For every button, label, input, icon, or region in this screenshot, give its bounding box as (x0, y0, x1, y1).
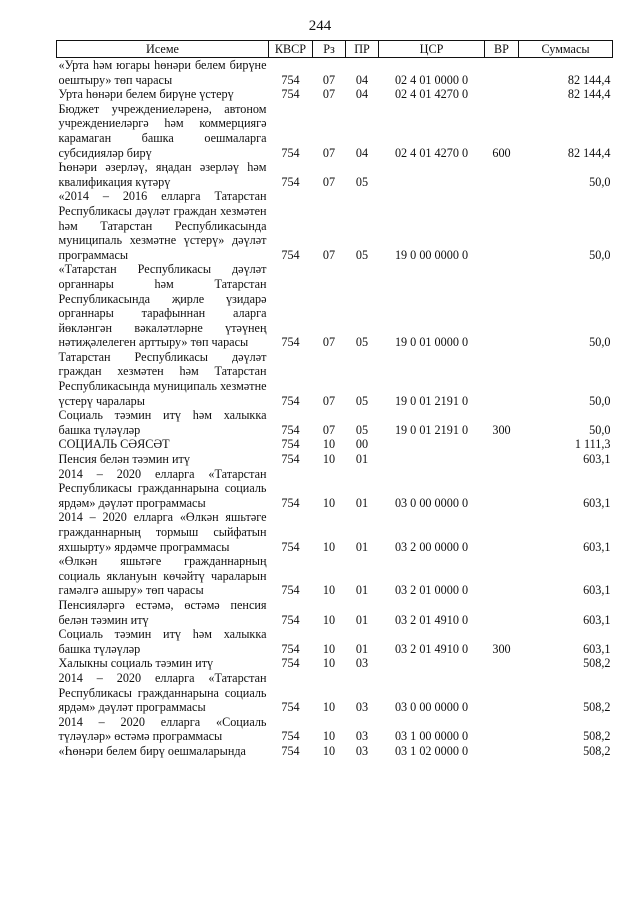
row-kvsr: 754 (281, 174, 300, 189)
row-sum: 603,1 (583, 452, 611, 467)
row-pr: 01 (355, 641, 369, 656)
table-row (57, 715, 613, 744)
row-pr: 01 (355, 452, 369, 467)
row-vr (485, 350, 519, 408)
table-row (57, 510, 613, 554)
row-sum: 50,0 (589, 247, 611, 262)
row-rz: 07 (322, 422, 336, 437)
table-row (57, 160, 613, 189)
row-pr: 03 (355, 743, 369, 758)
row-pr: 03 (355, 656, 369, 671)
row-rz: 10 (322, 539, 336, 554)
table-row (57, 102, 613, 160)
row-pr: 03 (355, 729, 369, 744)
row-kvsr: 754 (281, 583, 300, 598)
row-kvsr: 754 (281, 743, 300, 758)
row-rz: 10 (322, 700, 336, 715)
row-rz: 07 (322, 145, 336, 160)
row-sum: 82 144,4 (567, 87, 611, 102)
table-row (57, 554, 613, 598)
row-name: 2014 – 2020 елларга «Өлкән яшьтәге гражданнарның тормыш сыйфатын яхшырту» ярдәмче программасы (58, 510, 267, 554)
row-sum: 82 144,4 (567, 72, 611, 87)
row-vr (485, 87, 519, 102)
row-csr: 19 0 01 2191 0 (394, 393, 469, 408)
table-row (57, 437, 613, 452)
row-csr (379, 656, 485, 671)
table-row (57, 627, 613, 656)
row-csr: 02 4 01 0000 0 (394, 72, 469, 87)
row-kvsr: 754 (281, 539, 300, 554)
row-kvsr: 754 (281, 335, 300, 350)
row-kvsr: 754 (281, 247, 300, 262)
row-vr (485, 189, 519, 262)
row-csr: 03 2 01 4910 0 (394, 641, 469, 656)
header-sum: Суммасы (519, 41, 613, 58)
table-row (57, 744, 613, 759)
row-sum: 50,0 (589, 174, 611, 189)
row-rz: 07 (322, 72, 336, 87)
row-vr (485, 510, 519, 554)
table-row (57, 87, 613, 102)
row-sum: 50,0 (589, 422, 611, 437)
row-vr (485, 160, 519, 189)
row-rz: 10 (322, 583, 336, 598)
table-row (57, 350, 613, 408)
table-row (57, 189, 613, 262)
row-sum: 508,2 (583, 656, 611, 671)
table-row (57, 656, 613, 671)
row-kvsr: 754 (281, 452, 300, 467)
row-kvsr: 754 (281, 72, 300, 87)
row-sum: 1 111,3 (574, 437, 611, 452)
table-body (57, 58, 613, 759)
row-name: Социаль тәэмин итү һәм халыкка башка түләүләр (58, 627, 267, 656)
row-vr (485, 598, 519, 627)
header-rz: Рз (313, 41, 346, 58)
row-csr: 03 0 00 0000 0 (394, 495, 469, 510)
row-kvsr: 754 (281, 729, 300, 744)
row-sum: 508,2 (583, 743, 611, 758)
row-csr: 03 2 01 4910 0 (394, 612, 469, 627)
table-row (57, 452, 613, 467)
row-rz: 07 (322, 174, 336, 189)
row-sum: 603,1 (583, 641, 611, 656)
header-vr: ВР (485, 41, 519, 58)
row-sum: 508,2 (583, 700, 611, 715)
row-pr: 05 (355, 247, 369, 262)
row-kvsr: 754 (281, 612, 300, 627)
row-sum: 603,1 (583, 612, 611, 627)
header-csr: ЦСР (379, 41, 485, 58)
row-rz: 10 (322, 437, 336, 452)
row-csr: 03 1 02 0000 0 (394, 743, 469, 758)
table-header-row (57, 41, 613, 58)
row-name: Урта һөнәри белем бирүне үстерү (58, 87, 234, 102)
row-vr: 600 (492, 145, 511, 160)
row-sum: 603,1 (583, 495, 611, 510)
row-kvsr: 754 (281, 656, 300, 671)
row-sum: 508,2 (583, 729, 611, 744)
row-name: Һөнәри әзерләү, яңадан әзерләү һәм квалификация күтәрү (58, 160, 267, 189)
row-pr: 04 (355, 87, 369, 102)
row-pr: 04 (355, 72, 369, 87)
row-rz: 10 (322, 743, 336, 758)
row-name: 2014 – 2020 елларга «Татарстан Республикасы гражданнарына социаль ярдәм» дәүләт программасы (58, 466, 267, 510)
row-vr: 300 (492, 641, 511, 656)
row-vr (485, 744, 519, 759)
row-kvsr: 754 (281, 495, 300, 510)
row-csr (379, 160, 485, 189)
row-pr: 03 (355, 700, 369, 715)
row-name: «2014 – 2016 елларга Татарстан Республикасы дәүләт граждан хезмәтен һәм Татарстан Республикасында муниципаль хезмәтне үстерү» дәүләт программасы (58, 189, 267, 262)
page-number: 244 (308, 18, 332, 34)
row-vr (485, 554, 519, 598)
row-pr: 04 (355, 145, 369, 160)
row-vr (485, 656, 519, 671)
row-name: Бюджет учреждениеләренә, автоном учреждениеләргә һәм коммерциягә карамаган башка оешмаларга субсидияләр бирү (58, 101, 267, 160)
header-pr: ПР (346, 41, 379, 58)
row-vr (485, 262, 519, 350)
row-csr (379, 437, 485, 452)
row-name: 2014 – 2020 елларга «Социаль түләүләр» өстәмә программасы (58, 714, 267, 744)
row-kvsr: 754 (281, 87, 300, 102)
row-sum: 50,0 (589, 335, 611, 350)
table-row (57, 467, 613, 511)
row-vr (485, 715, 519, 744)
table-row (57, 262, 613, 350)
row-vr (485, 671, 519, 715)
row-name: Социаль тәэмин итү һәм халыкка башка түләүләр (58, 408, 267, 437)
row-name: 2014 – 2020 елларга «Татарстан Республикасы гражданнарына социаль ярдәм» дәүләт программасы (58, 670, 267, 715)
row-name: «Татарстан Республикасы дәүләт органнары һәм Татарстан Республикасында җирле үзидарә органнары тарафыннан аларга йөкләнгән вәкаләтләрне үтәүнең нәтиҗәлелеген арттыру» төп чарасы (58, 262, 267, 350)
row-csr: 02 4 01 4270 0 (394, 145, 469, 160)
row-csr: 03 2 00 0000 0 (394, 539, 469, 554)
row-sum: 82 144,4 (567, 145, 611, 160)
row-rz: 07 (322, 87, 336, 102)
row-pr: 05 (355, 422, 369, 437)
row-vr (485, 58, 519, 88)
row-csr (379, 452, 485, 467)
row-pr: 05 (355, 174, 369, 189)
row-pr: 01 (355, 612, 369, 627)
table-row (57, 671, 613, 715)
row-vr: 300 (492, 422, 511, 437)
row-rz: 10 (322, 612, 336, 627)
row-vr (485, 452, 519, 467)
row-kvsr: 754 (281, 641, 300, 656)
row-rz: 10 (322, 452, 336, 467)
row-pr: 01 (355, 539, 369, 554)
row-name: Пенсия белән тәэмин итү (58, 452, 190, 467)
row-name: СОЦИАЛЬ СӘЯСӘТ (58, 437, 170, 452)
row-pr: 05 (355, 393, 369, 408)
row-rz: 07 (322, 335, 336, 350)
row-rz: 10 (322, 641, 336, 656)
row-kvsr: 754 (281, 437, 300, 452)
table-row (57, 58, 613, 88)
row-csr: 19 0 01 2191 0 (394, 422, 469, 437)
row-sum: 603,1 (583, 583, 611, 598)
row-name: Татарстан Республикасы дәүләт граждан хезмәтен һәм Татарстан Республикасында муниципаль хезмәтне үстерү чаралары (58, 349, 267, 408)
row-pr: 05 (355, 335, 369, 350)
row-kvsr: 754 (281, 145, 300, 160)
row-rz: 10 (322, 729, 336, 744)
row-name: «Һөнәри белем бирү оешмаларында (58, 743, 246, 758)
row-rz: 10 (322, 495, 336, 510)
row-rz: 07 (322, 393, 336, 408)
row-kvsr: 754 (281, 700, 300, 715)
table-row (57, 408, 613, 437)
row-rz: 10 (322, 656, 336, 671)
header-kvsr: КВСР (269, 41, 313, 58)
row-pr: 00 (355, 437, 369, 452)
row-kvsr: 754 (281, 393, 300, 408)
header-name: Исеме (57, 41, 269, 58)
row-pr: 01 (355, 583, 369, 598)
row-name: Пенсияләргә естәмә, өстәмә пенсия белән тәэмин итү (58, 597, 267, 627)
row-vr (485, 437, 519, 452)
row-pr: 01 (355, 495, 369, 510)
budget-table (56, 40, 613, 759)
row-name: «Өлкән яшьтәге гражданнарның социаль яклануын көчәйтү чараларын гамәлгә ашыру» төп чарасы (58, 554, 267, 598)
table-row (57, 598, 613, 627)
row-sum: 603,1 (583, 539, 611, 554)
row-sum: 50,0 (589, 393, 611, 408)
row-name: Халыкны социаль тәэмин итү (58, 656, 214, 671)
row-kvsr: 754 (281, 422, 300, 437)
row-csr: 03 1 00 0000 0 (394, 729, 469, 744)
row-vr (485, 467, 519, 511)
row-name: «Урта һәм югары һөнәри белем бирүне оештыру» төп чарасы (58, 58, 267, 87)
row-rz: 07 (322, 247, 336, 262)
row-csr: 19 0 01 0000 0 (394, 335, 469, 350)
row-csr: 03 0 00 0000 0 (394, 700, 469, 715)
row-csr: 02 4 01 4270 0 (394, 87, 469, 102)
row-csr: 19 0 00 0000 0 (394, 247, 469, 262)
row-csr: 03 2 01 0000 0 (394, 583, 469, 598)
